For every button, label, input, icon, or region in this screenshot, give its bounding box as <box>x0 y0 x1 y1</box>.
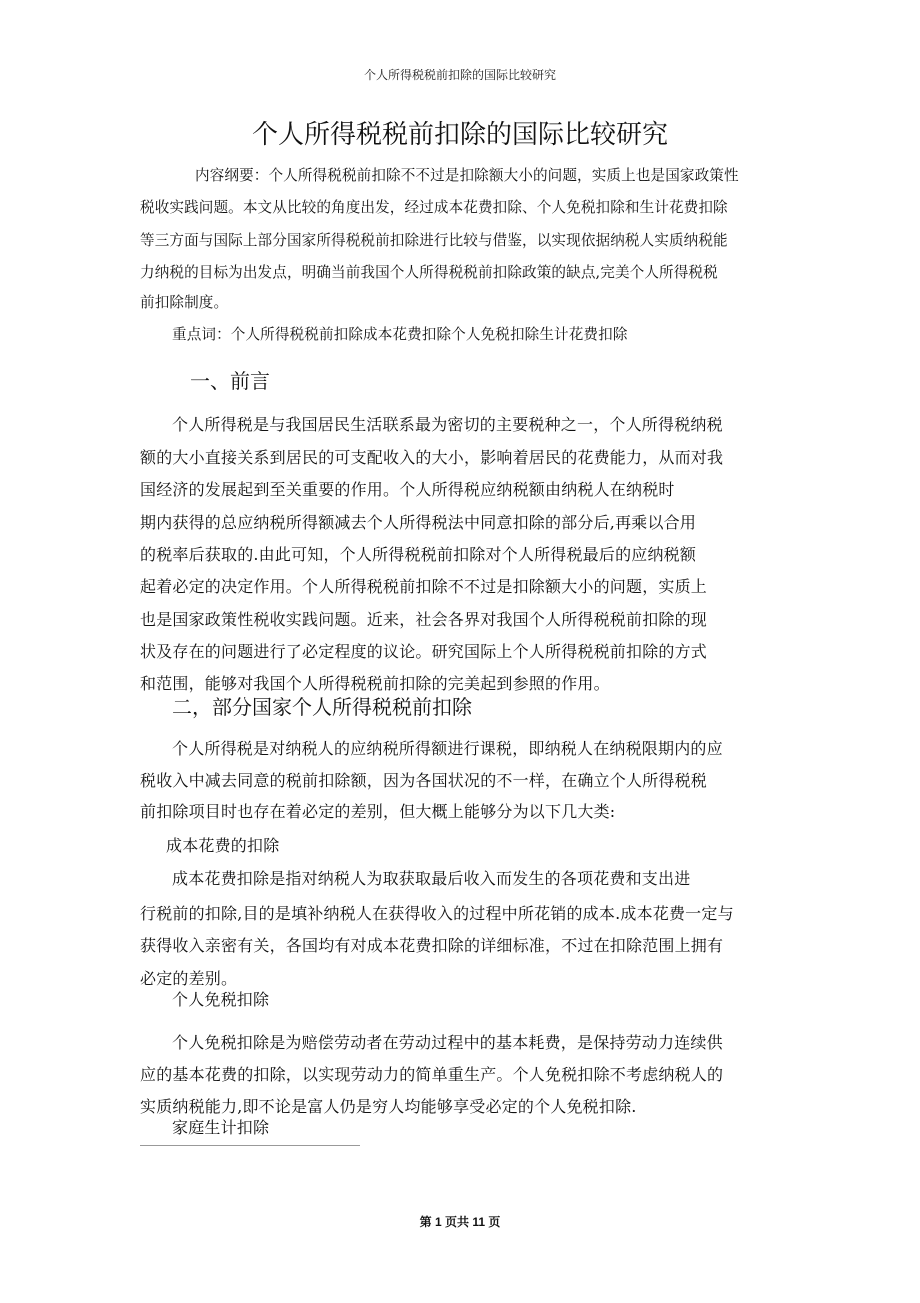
paragraph-line: 前扣除项目时也存在着必定的差别，但大概上能够分为以下几大类: <box>140 802 616 821</box>
paragraph-line: 实质纳税能力,即不论是富人仍是穷人均能够享受必定的个人免税扣除. <box>140 1097 637 1116</box>
paragraph-line: 获得收入亲密有关，各国均有对成本花费扣除的详细标准，不过在扣除范围上拥有 <box>140 936 724 955</box>
paragraph-line: 国经济的发展起到至关重要的作用。个人所得税应纳税额由纳税人在纳税时 <box>140 480 675 499</box>
abstract-line: 税收实践问题。本文从比较的角度出发，经过成本花费扣除、个人免税扣除和生计花费扣除 <box>140 199 728 216</box>
paragraph-line: 个人所得税是对纳税人的应纳税所得额进行课税，即纳税人在纳税限期内的应 <box>172 739 723 758</box>
keywords: 重点词：个人所得税税前扣除成本花费扣除个人免税扣除生计花费扣除 <box>172 326 628 343</box>
subsection-heading: 家庭生计扣除 <box>172 1118 270 1137</box>
paragraph-line: 和范围，能够对我国个人所得税税前扣除的完美起到参照的作用。 <box>140 674 610 693</box>
paragraph-line: 应的基本花费的扣除，以实现劳动力的简单重生产。个人免税扣除不考虑纳税人的 <box>140 1065 724 1084</box>
abstract-line: 内容纲要：个人所得税税前扣除不不过是扣除额大小的问题，实质上也是国家政策性 <box>195 167 739 184</box>
paragraph-line: 必定的差别。 <box>140 969 238 988</box>
paragraph-line: 行税前的扣除,目的是填补纳税人在获得收入的过程中所花销的成本.成本花费一定与 <box>140 904 734 923</box>
page-footer: 第 1 页共 11 页 <box>419 1215 501 1229</box>
paragraph-line: 个人所得税是与我国居民生活联系最为密切的主要税种之一，个人所得税纳税 <box>172 415 723 434</box>
paragraph-line: 税收入中减去同意的税前扣除额，因为各国状况的不一样，在确立个人所得税税 <box>140 771 708 790</box>
paragraph-line: 的税率后获取的.由此可知，个人所得税税前扣除对个人所得税最后的应纳税额 <box>140 545 697 564</box>
document-title: 个人所得税税前扣除的国际比较研究 <box>251 120 668 150</box>
section-heading: 二，部分国家个人所得税税前扣除 <box>172 695 472 719</box>
paragraph-line: 起着必定的决定作用。个人所得税税前扣除不不过是扣除额大小的问题，实质上 <box>140 577 708 596</box>
abstract-line: 前扣除制度。 <box>140 294 229 311</box>
subsection-heading: 成本花费的扣除 <box>166 836 280 855</box>
subsection-heading: 个人免税扣除 <box>172 990 270 1009</box>
abstract-line: 力纳税的目标为出发点，明确当前我国个人所得税税前扣除政策的缺点,完美个人所得税税 <box>140 264 718 281</box>
paragraph-line: 成本花费扣除是指对纳税人为取获取最后收入而发生的各项花费和支出进 <box>172 869 691 888</box>
footnote-divider <box>140 1145 360 1146</box>
section-heading: 一、前言 <box>190 369 270 393</box>
abstract-line: 等三方面与国际上部分国家所得税税前扣除进行比较与借鉴，以实现依据纳税人实质纳税能 <box>140 232 728 249</box>
paragraph-line: 也是国家政策性税收实践问题。近来，社会各界对我国个人所得税税前扣除的现 <box>140 610 708 629</box>
paragraph-line: 额的大小直接关系到居民的可支配收入的大小，影响着居民的花费能力，从而对我 <box>140 448 724 467</box>
paragraph-line: 个人免税扣除是为赔偿劳动者在劳动过程中的基本耗费，是保持劳动力连续供 <box>172 1033 723 1052</box>
paragraph-line: 状及存在的问题进行了必定程度的议论。研究国际上个人所得税税前扣除的方式 <box>140 642 708 661</box>
paragraph-line: 期内获得的总应纳税所得额减去个人所得税法中同意扣除的部分后,再乘以合用 <box>140 513 697 532</box>
running-header: 个人所得税税前扣除的国际比较研究 <box>363 68 556 82</box>
